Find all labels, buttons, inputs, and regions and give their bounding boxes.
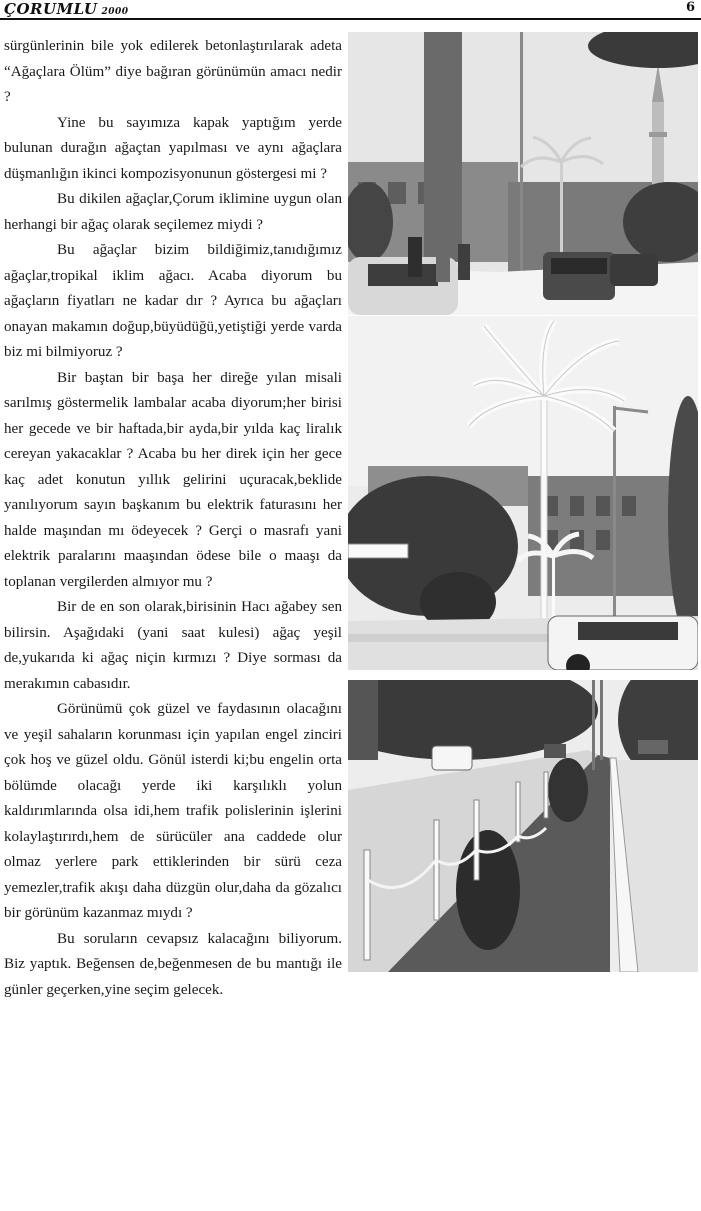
masthead-logo bbox=[4, 0, 129, 18]
paragraph-1: sürgünlerinin bile yok edilerek betonlaştırılarak adeta “Ağaçlara Ölüm” diye bağıran görünümün amacı nedir ? bbox=[4, 38, 342, 105]
page-number: 6 bbox=[685, 0, 695, 15]
paragraph-2: Yine bu sayımıza kapak yaptığım yerde bulunan durağın ağaçtan yapılması ve aynı ağaçlara düşmanlığın ikinci kompozisyonunun göstergesi mi ? bbox=[4, 114, 342, 182]
paragraph-7: Görünümü çok güzel ve faydasının olacağını ve yeşil sahaların korunması için yapılan engel zinciri çok hoş ve güzel oldu. Gönül isterdi ki;bu engelin orta bölümde olacağı yerde iki karşılıklı yolun kaldırımlarında olsa idi,hem trafik polislerinin işlerini kolaylaştırırdı,hem de sürücüler ana caddede olur olmaz yerlere park ettiklerinden bir sürü ceza yemezler,trafik akışı daha düzgün olur,daha da gözalıcı bir görünüm kazanmaz mıydı ? bbox=[4, 701, 342, 921]
logo-text: ÇORUMLU bbox=[4, 0, 98, 18]
logo-year: 2000 bbox=[101, 7, 129, 17]
photo-artificial-palm-lamp bbox=[348, 316, 698, 670]
paragraph-6: Bir de en son olarak,birisinin Hacı ağabey sen bilirsin. Aşağıdaki (yani saat kulesi) ağaç yeşil de,yukarıda ki ağaç niçin kırmızı ? Diye sorması da merakımın cabasıdır. bbox=[4, 599, 342, 692]
paragraph-8: Bu soruların cevapsız kalacağını biliyorum. Biz yaptık. Beğensen de,beğenmesen de bu mantığı ile günler geçerken,yine seçim gelecek. bbox=[4, 930, 342, 998]
paragraph-5: Bir baştan bir başa her direğe yılan misali sarılmış göstermelik lambalar acaba diyorum;her birisi her gecede ve bir haftada,bir ayda,bir yılda kaç liralık cereyan yakacaklar ? Acaba bu her direk için her gece kaç adet konutun yıllık gelirini uçuracak,beklide yanılıyorum sayın başkanım bu elektrik faturasını her halde maşından mı ödeyecek ? Gerçi o masrafı yani elektrik paralarını maaşından ödese bile o maaşı da toplanan vergilerden almıyor mu ? bbox=[4, 369, 342, 590]
photo-median-chain-fence bbox=[348, 680, 698, 972]
photo-street-palm-trees bbox=[348, 32, 698, 315]
paragraph-3: Bu dikilen ağaçlar,Çorum iklimine uygun olan herhangi bir ağaç olarak seçilemez miydi ? bbox=[4, 191, 342, 233]
page-header bbox=[0, 0, 701, 20]
article-column bbox=[4, 34, 342, 1003]
paragraph-4: Bu ağaçlar bizim bildiğimiz,tanıdığımız ağaçlar,tropikal iklim ağacı. Acaba diyorum bu ağaçların fiyatları ne kadar dır ? Ayrıca bu ağaçları onayan makamın doğup,büyüdüğü,yetiştiği yerde varda biz mi bilmiyoruz ? bbox=[4, 242, 342, 360]
